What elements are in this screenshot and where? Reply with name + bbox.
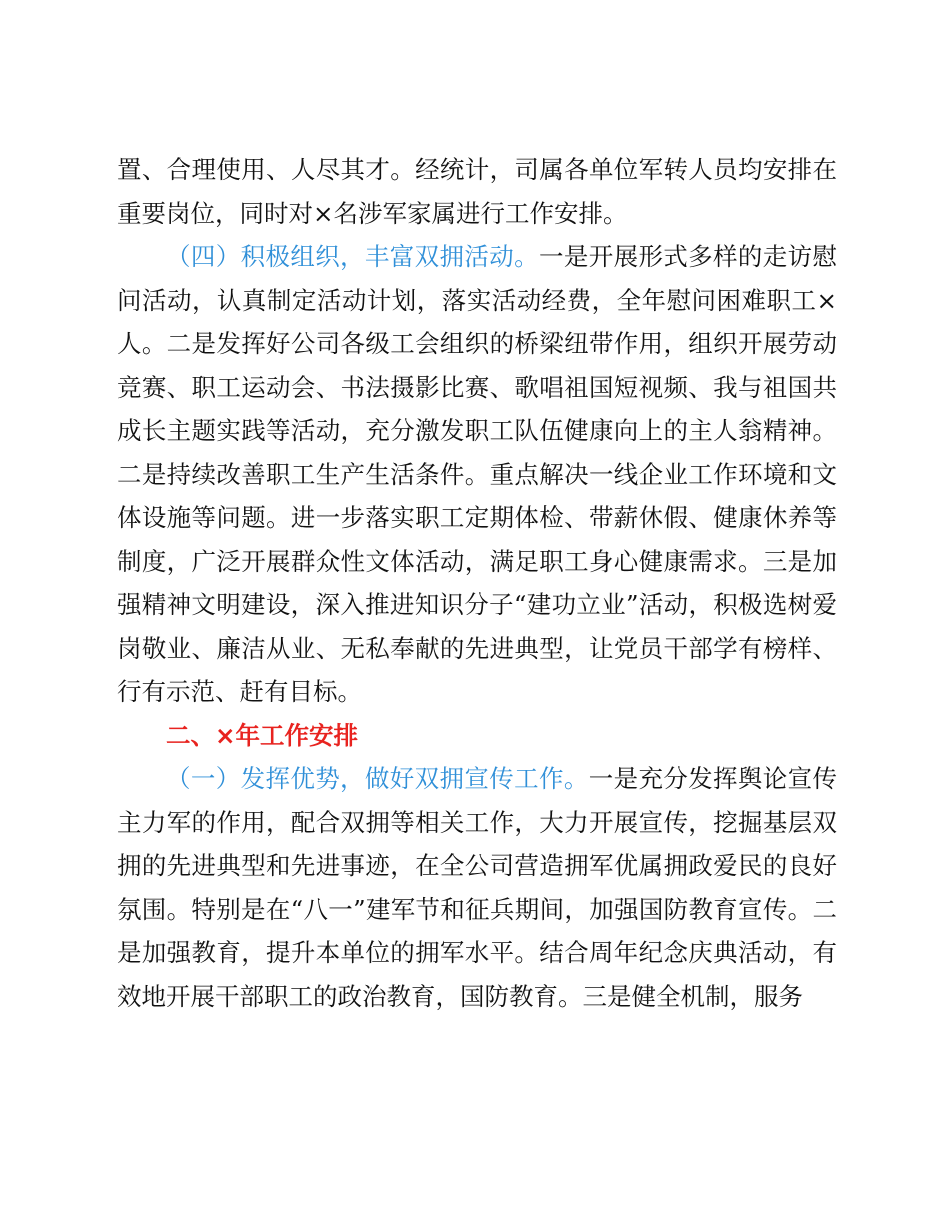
paragraph-intro-text: 置、合理使用、人尽其才。经统计，司属各单位军转人员均安排在重要岗位，同时对×名涉军家属进行工作安排。 <box>117 155 837 228</box>
paragraph-publicity <box>117 757 837 1018</box>
paragraph-activities <box>117 235 837 714</box>
section-heading-work-plan: 二、×年工作安排 <box>166 720 359 750</box>
document-body <box>117 148 837 1018</box>
subheading-activities: （四）积极组织，丰富双拥活动。 <box>166 242 539 271</box>
subheading-publicity: （一）发挥优势，做好双拥宣传工作。 <box>166 764 589 793</box>
paragraph-intro <box>117 148 837 235</box>
paragraph-publicity-text: 一是充分发挥舆论宣传主力军的作用，配合双拥等相关工作，大力开展宣传，挖掘基层双拥的先进典型和先进事迹，在全公司营造拥军优属拥政爱民的良好氛围。特别是在“八一”建军节和征兵期间，加强国防教育宣传。二是加强教育，提升本单位的拥军水平。结合周年纪念庆典活动，有效地开展干部职工的政治教育，国防教育。三是健全机制，服务 <box>117 764 838 1011</box>
paragraph-activities-text: 一是开展形式多样的走访慰问活动，认真制定活动计划，落实活动经费，全年慰问困难职工×人。二是发挥好公司各级工会组织的桥梁纽带作用，组织开展劳动竞赛、职工运动会、书法摄影比赛、歌唱祖国短视频、我与祖国共成长主题实践等活动，充分激发职工队伍健康向上的主人翁精神。二是持续改善职工生产生活条件。重点解决一线企业工作环境和文体设施等问题。进一步落实职工定期体检、带薪休假、健康休养等制度，广泛开展群众性文体活动，满足职工身心健康需求。三是加强精神文明建设，深入推进知识分子“建功立业”活动，积极选树爱岗敬业、廉洁从业、无私奉献的先进典型，让党员干部学有榜样、行有示范、赶有目标。 <box>117 242 838 706</box>
